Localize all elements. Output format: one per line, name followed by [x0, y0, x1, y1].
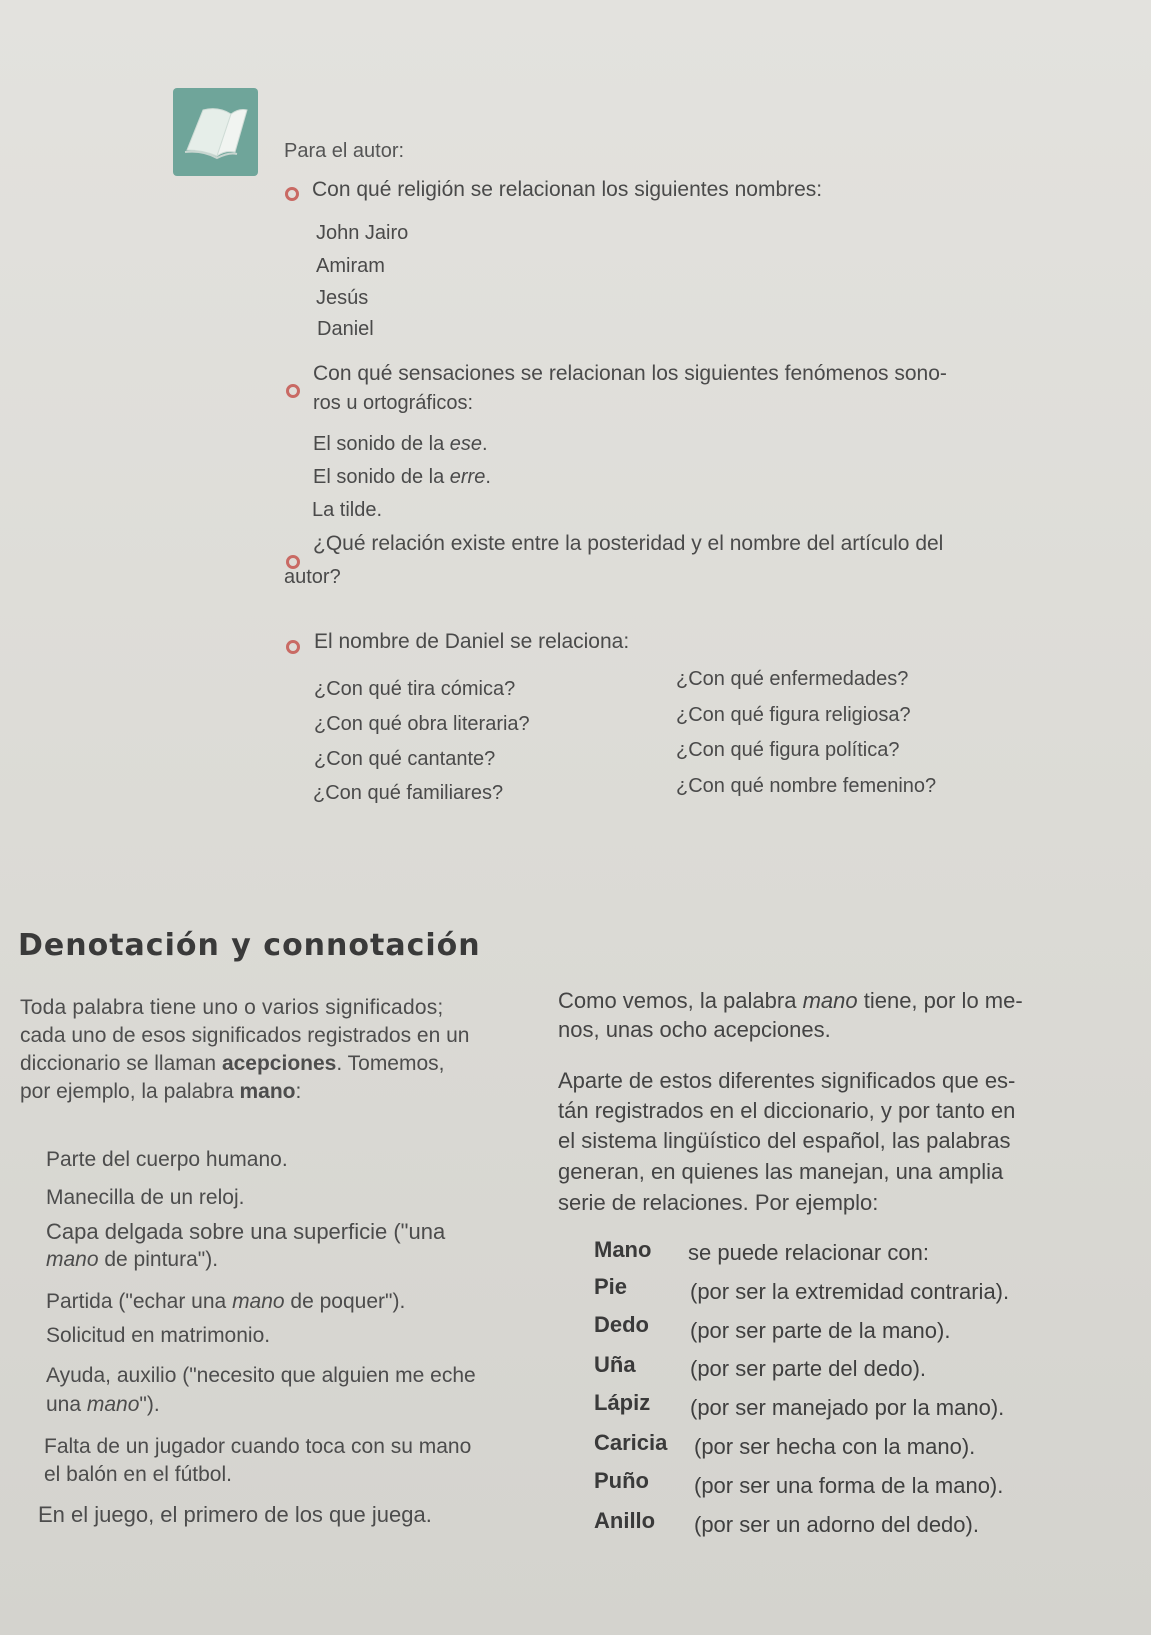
- relation-word: Puño: [594, 1468, 649, 1493]
- meaning-item: Manecilla de un reloj.: [46, 1186, 245, 1209]
- question-sensations-line2: ros u ortográficos:: [313, 392, 474, 414]
- intro-line: por ejemplo, la palabra mano:: [20, 1080, 302, 1103]
- name-item: Daniel: [317, 318, 374, 340]
- question-daniel: El nombre de Daniel se relaciona:: [314, 630, 630, 653]
- daniel-question-right: ¿Con qué figura política?: [676, 739, 900, 761]
- right-paragraph-line: generan, en quienes las manejan, una amplia: [558, 1159, 1004, 1184]
- bullet-icon: [286, 384, 300, 398]
- relation-word: Mano: [594, 1237, 652, 1262]
- daniel-question-left: ¿Con qué obra literaria?: [314, 713, 530, 735]
- meaning-item: Ayuda, auxilio ("necesito que alguien me eche: [46, 1364, 476, 1387]
- relation-desc: (por ser una forma de la mano).: [694, 1473, 1004, 1498]
- meaning-item: una mano").: [46, 1393, 160, 1416]
- relation-desc: (por ser hecha con la mano).: [694, 1434, 976, 1459]
- right-paragraph-line: nos, unas ocho acepciones.: [558, 1017, 831, 1042]
- right-paragraph-line: el sistema lingüístico del español, las palabras: [558, 1128, 1011, 1153]
- daniel-question-left: ¿Con qué familiares?: [313, 782, 504, 804]
- question-posterity-line1: ¿Qué relación existe entre la posteridad y el nombre del artículo del: [313, 532, 944, 555]
- section-heading: Denotación y connotación: [18, 928, 481, 963]
- intro-line: cada uno de esos significados registrados en un: [20, 1024, 470, 1047]
- relation-desc: (por ser parte de la mano).: [690, 1318, 951, 1343]
- relation-word: Lápiz: [594, 1390, 651, 1415]
- sound-item: El sonido de la erre.: [313, 466, 491, 488]
- right-paragraph-line: serie de relaciones. Por ejemplo:: [558, 1190, 879, 1215]
- meaning-item: Solicitud en matrimonio.: [46, 1324, 271, 1347]
- meaning-item: Partida ("echar una mano de poquer").: [46, 1290, 406, 1313]
- relation-word: Uña: [594, 1352, 636, 1377]
- author-label: Para el autor:: [284, 140, 405, 162]
- intro-line: Toda palabra tiene uno o varios significados;: [20, 996, 444, 1019]
- relation-word: Pie: [594, 1274, 628, 1299]
- bullet-icon: [285, 187, 299, 201]
- relation-desc: (por ser parte del dedo).: [690, 1356, 927, 1381]
- meaning-item: Falta de un jugador cuando toca con su mano: [44, 1435, 472, 1458]
- relation-desc: (por ser manejado por la mano).: [690, 1395, 1005, 1420]
- meaning-item: Capa delgada sobre una superficie ("una: [46, 1219, 446, 1244]
- question-sensations-line1: Con qué sensaciones se relacionan los siguientes fenómenos sono-: [313, 362, 947, 385]
- daniel-question-right: ¿Con qué enfermedades?: [676, 668, 909, 690]
- right-paragraph-line: Aparte de estos diferentes significados que es-: [558, 1068, 1016, 1093]
- bullet-icon: [286, 640, 300, 654]
- sound-item: El sonido de la ese.: [313, 433, 488, 455]
- meaning-item: mano de pintura").: [46, 1248, 219, 1271]
- daniel-question-left: ¿Con qué tira cómica?: [314, 678, 516, 700]
- relation-desc: se puede relacionar con:: [688, 1240, 929, 1265]
- name-item: Jesús: [316, 287, 369, 309]
- meaning-item: En el juego, el primero de los que juega.: [38, 1502, 432, 1527]
- sound-item: La tilde.: [312, 499, 383, 521]
- open-book-icon: [173, 88, 258, 176]
- daniel-question-right: ¿Con qué figura religiosa?: [676, 704, 911, 726]
- daniel-question-right: ¿Con qué nombre femenino?: [676, 775, 937, 797]
- meaning-item: el balón en el fútbol.: [44, 1463, 232, 1486]
- relation-word: Anillo: [594, 1508, 656, 1533]
- relation-word: Caricia: [594, 1430, 668, 1455]
- meaning-item: Parte del cuerpo humano.: [46, 1148, 288, 1171]
- relation-desc: (por ser un adorno del dedo).: [694, 1512, 979, 1537]
- right-paragraph-line: Como vemos, la palabra mano tiene, por lo me-: [558, 988, 1023, 1013]
- right-paragraph-line: tán registrados en el diccionario, y por tanto en: [558, 1098, 1016, 1123]
- relation-desc: (por ser la extremidad contraria).: [690, 1279, 1010, 1304]
- daniel-question-left: ¿Con qué cantante?: [314, 748, 496, 770]
- question-posterity-line2: autor?: [284, 566, 341, 588]
- name-item: Amiram: [316, 255, 385, 277]
- relation-word: Dedo: [594, 1312, 649, 1337]
- intro-line: diccionario se llaman acepciones. Tomemos,: [20, 1052, 445, 1075]
- name-item: John Jairo: [316, 222, 409, 244]
- question-religion: Con qué religión se relacionan los siguientes nombres:: [312, 178, 823, 201]
